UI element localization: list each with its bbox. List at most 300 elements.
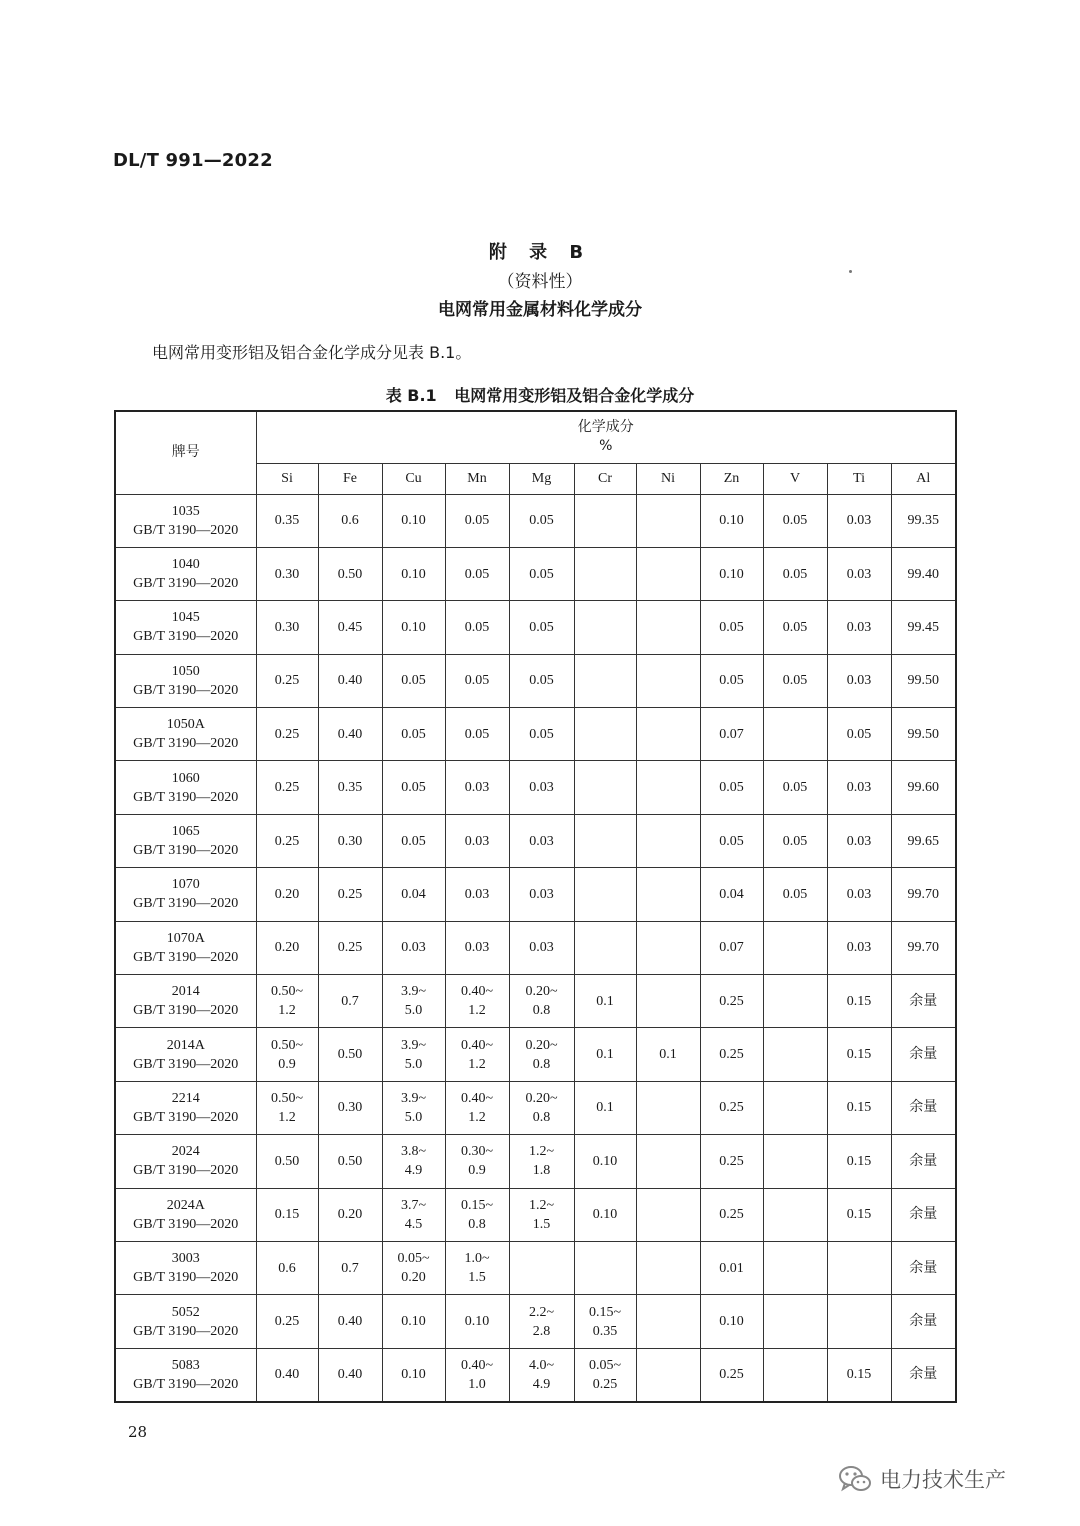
value-cell-ni	[636, 1028, 700, 1081]
table-row	[115, 761, 956, 814]
value-cell-si	[256, 1135, 318, 1188]
value-cell-cr	[574, 1188, 636, 1241]
value-line: 1.2~	[528, 1197, 555, 1213]
value-cell-ti	[827, 1295, 891, 1348]
value-line: 0.15	[846, 993, 872, 1009]
value-line: 0.40~	[460, 1037, 494, 1053]
grade-designation: 2214	[171, 1090, 200, 1106]
value-line: 99.50	[907, 673, 940, 689]
value-line: 余量	[909, 1206, 938, 1223]
value-line: 0.05	[782, 619, 808, 635]
value-cell-ni	[636, 868, 700, 921]
value-line: 1.2	[468, 1056, 486, 1072]
value-cell-cr	[574, 1135, 636, 1188]
element-header-ni: Ni	[636, 463, 700, 494]
value-cell-zn	[700, 494, 763, 547]
table-body	[115, 494, 956, 1402]
value-line: 0.25	[719, 1047, 744, 1063]
appendix-subject: 电网常用金属材料化学成分	[438, 300, 642, 320]
value-cell-mg	[509, 1188, 574, 1241]
element-header-mn: Mn	[445, 463, 509, 494]
value-line: 1.0	[468, 1376, 486, 1392]
table-caption	[0, 383, 1080, 406]
value-line: 0.05	[529, 566, 554, 582]
value-line: 0.15~	[460, 1197, 494, 1213]
wechat-icon	[838, 1464, 872, 1494]
value-line: 0.15	[846, 1153, 872, 1169]
value-line: 0.25	[719, 1153, 744, 1169]
value-line: 0.15	[846, 1100, 872, 1116]
value-line: 0.03	[846, 940, 872, 956]
value-line: 0.05	[464, 673, 490, 689]
value-line: 0.25	[719, 1367, 744, 1383]
value-line: 0.05	[846, 726, 872, 742]
grade-designation: 2024A	[166, 1197, 205, 1213]
value-cell-cu	[382, 494, 445, 547]
value-line: 0.05	[401, 726, 426, 742]
value-cell-zn	[700, 975, 763, 1028]
grade-cell	[115, 1241, 256, 1294]
value-cell-mn	[445, 761, 509, 814]
value-line: 0.05	[464, 513, 490, 529]
value-line: 0.50	[274, 1153, 300, 1169]
value-cell-ni	[636, 1135, 700, 1188]
value-cell-cu	[382, 1188, 445, 1241]
value-line: 1.0~	[464, 1251, 490, 1267]
value-line: 3.7~	[400, 1197, 427, 1213]
table-row	[115, 1188, 956, 1241]
value-cell-fe	[318, 814, 382, 867]
value-cell-si	[256, 654, 318, 707]
value-line: 0.25	[274, 673, 300, 689]
value-line: 0.20	[401, 1270, 426, 1286]
grade-designation: 1070	[171, 877, 200, 893]
element-header-si: Si	[256, 463, 318, 494]
value-line: 0.7	[341, 993, 359, 1009]
value-line: 0.6	[278, 1260, 296, 1276]
grade-cell	[115, 1188, 256, 1241]
grade-designation: 2014	[171, 984, 200, 1000]
value-cell-si	[256, 1348, 318, 1401]
value-line: 0.8	[532, 1109, 551, 1125]
value-cell-si	[256, 761, 318, 814]
value-cell-cu	[382, 708, 445, 761]
value-line: 0.04	[401, 886, 426, 902]
value-line: 余量	[909, 1313, 938, 1330]
value-cell-al	[891, 1188, 956, 1241]
value-line: 0.04	[719, 886, 744, 902]
value-line: 0.15	[846, 1207, 872, 1223]
value-line: 0.50~	[270, 1090, 304, 1106]
value-cell-si	[256, 1188, 318, 1241]
table-row	[115, 868, 956, 921]
grade-designation: 1065	[171, 824, 200, 840]
value-cell-mg	[509, 654, 574, 707]
grade-cell	[115, 921, 256, 974]
value-line: 0.05	[401, 673, 426, 689]
grade-designation: 1045	[171, 610, 200, 626]
value-cell-zn	[700, 921, 763, 974]
table-row	[115, 1241, 956, 1294]
value-line: 0.10	[401, 1314, 426, 1330]
grade-standard: GB/T 3190—2020	[133, 682, 239, 698]
value-cell-al	[891, 601, 956, 654]
value-cell-v	[763, 708, 827, 761]
grade-standard: GB/T 3190—2020	[133, 576, 239, 592]
value-line: 0.03	[529, 833, 554, 849]
value-line: 0.9	[278, 1056, 296, 1072]
value-line: 0.05	[719, 673, 744, 689]
table-row	[115, 547, 956, 600]
value-cell-ti	[827, 1135, 891, 1188]
value-cell-si	[256, 1295, 318, 1348]
value-cell-ni	[636, 494, 700, 547]
value-cell-si	[256, 1241, 318, 1294]
value-line: 0.05~	[397, 1251, 430, 1267]
value-cell-ti	[827, 494, 891, 547]
grade-standard: GB/T 3190—2020	[133, 1323, 239, 1339]
value-line: 0.05	[782, 513, 808, 529]
table-row	[115, 1081, 956, 1134]
value-cell-fe	[318, 975, 382, 1028]
table-row	[115, 921, 956, 974]
value-cell-v	[763, 1081, 827, 1134]
value-line: 1.2	[278, 1109, 296, 1125]
value-line: 99.45	[907, 619, 940, 635]
grade-cell	[115, 708, 256, 761]
grade-column-header: 牌号	[115, 411, 256, 494]
value-cell-fe	[318, 1241, 382, 1294]
grade-standard: GB/T 3190—2020	[133, 1216, 239, 1232]
grade-standard: GB/T 3190—2020	[133, 789, 239, 805]
grade-cell	[115, 975, 256, 1028]
value-cell-ni	[636, 761, 700, 814]
grade-standard: GB/T 3190—2020	[133, 1056, 239, 1072]
value-line: 0.30~	[460, 1144, 494, 1160]
value-cell-v	[763, 1028, 827, 1081]
value-cell-v	[763, 547, 827, 600]
grade-cell	[115, 547, 256, 600]
value-cell-mg	[509, 1241, 574, 1294]
value-cell-ti	[827, 654, 891, 707]
value-line: 0.50	[337, 1047, 363, 1063]
grade-designation: 5083	[171, 1357, 200, 1373]
grade-cell	[115, 1135, 256, 1188]
value-line: 1.2	[278, 1003, 296, 1019]
value-line: 0.03	[846, 886, 872, 902]
value-cell-al	[891, 814, 956, 867]
value-cell-ti	[827, 1188, 891, 1241]
element-header-al: Al	[891, 463, 956, 494]
value-cell-fe	[318, 1348, 382, 1401]
value-cell-v	[763, 1295, 827, 1348]
value-cell-cr	[574, 601, 636, 654]
value-line: 0.05	[464, 619, 490, 635]
value-line: 0.05	[529, 673, 554, 689]
value-cell-cu	[382, 547, 445, 600]
value-line: 4.0~	[528, 1357, 555, 1373]
value-cell-ni	[636, 921, 700, 974]
value-cell-si	[256, 921, 318, 974]
value-cell-ti	[827, 921, 891, 974]
value-cell-al	[891, 1081, 956, 1134]
value-cell-ti	[827, 708, 891, 761]
value-line: 0.25	[719, 1100, 744, 1116]
value-line: 1.2~	[528, 1144, 555, 1160]
table-row	[115, 1135, 956, 1188]
value-cell-si	[256, 494, 318, 547]
value-line: 余量	[909, 1046, 938, 1063]
value-cell-mn	[445, 975, 509, 1028]
value-line: 0.03	[846, 619, 872, 635]
value-cell-ti	[827, 814, 891, 867]
value-line: 0.03	[464, 940, 490, 956]
value-cell-cu	[382, 1135, 445, 1188]
value-line: 1.8	[532, 1163, 551, 1179]
value-line: 0.40	[274, 1367, 300, 1383]
value-cell-cu	[382, 814, 445, 867]
value-cell-cr	[574, 814, 636, 867]
value-cell-ni	[636, 1081, 700, 1134]
value-cell-cu	[382, 921, 445, 974]
value-line: 0.01	[719, 1260, 744, 1276]
value-cell-zn	[700, 1188, 763, 1241]
value-cell-ti	[827, 1241, 891, 1294]
value-cell-ti	[827, 761, 891, 814]
table-caption-number: 表 B.1	[385, 386, 437, 405]
value-cell-cr	[574, 708, 636, 761]
value-cell-zn	[700, 1135, 763, 1188]
value-cell-cu	[382, 1295, 445, 1348]
value-line: 0.03	[846, 780, 872, 796]
value-line: 0.9	[468, 1163, 486, 1179]
value-line: 1.5	[468, 1270, 486, 1286]
grade-cell	[115, 601, 256, 654]
value-line: 0.05	[782, 886, 808, 902]
grade-designation: 3003	[171, 1251, 200, 1267]
value-line: 0.20~	[525, 1090, 558, 1106]
value-line: 0.35	[337, 780, 363, 796]
value-line: 1.2	[468, 1109, 486, 1125]
value-line: 余量	[909, 1366, 938, 1383]
value-line: 1.5	[532, 1216, 551, 1232]
value-line: 1.2	[468, 1003, 486, 1019]
value-line: 0.07	[719, 726, 744, 742]
value-line: 0.25	[719, 993, 744, 1009]
value-cell-ni	[636, 708, 700, 761]
value-cell-ni	[636, 814, 700, 867]
value-cell-fe	[318, 1295, 382, 1348]
value-line: 0.15	[274, 1207, 300, 1223]
value-line: 0.30	[274, 619, 300, 635]
value-cell-v	[763, 654, 827, 707]
value-line: 0.8	[532, 1003, 551, 1019]
value-cell-cr	[574, 1295, 636, 1348]
value-line: 0.40	[337, 1314, 363, 1330]
value-line: 0.05	[401, 833, 426, 849]
table-row	[115, 1028, 956, 1081]
value-line: 0.30	[274, 566, 300, 582]
value-line: 4.9	[532, 1376, 551, 1392]
grade-cell	[115, 654, 256, 707]
value-cell-al	[891, 1028, 956, 1081]
value-cell-fe	[318, 1081, 382, 1134]
grade-cell	[115, 761, 256, 814]
watermark-text: 电力技术生产	[880, 1468, 1006, 1492]
value-cell-ni	[636, 1348, 700, 1401]
value-line: 0.05	[782, 780, 808, 796]
value-line: 2.2~	[528, 1304, 555, 1320]
value-line: 0.25	[337, 940, 363, 956]
element-header-mg: Mg	[509, 463, 574, 494]
value-cell-mn	[445, 1188, 509, 1241]
value-line: 0.03	[529, 886, 554, 902]
value-line: 0.05	[782, 566, 808, 582]
grade-designation: 1060	[171, 770, 200, 786]
value-cell-mg	[509, 1135, 574, 1188]
table-row	[115, 601, 956, 654]
value-cell-ti	[827, 1081, 891, 1134]
appendix-title: 附 录 B	[488, 242, 592, 263]
value-cell-v	[763, 494, 827, 547]
table-row	[115, 708, 956, 761]
grade-cell	[115, 1295, 256, 1348]
value-line: 0.03	[846, 673, 872, 689]
value-cell-mn	[445, 601, 509, 654]
value-cell-cu	[382, 868, 445, 921]
value-cell-cu	[382, 975, 445, 1028]
value-cell-ni	[636, 1188, 700, 1241]
value-line: 0.25	[337, 886, 363, 902]
value-cell-cu	[382, 761, 445, 814]
value-line: 0.25	[274, 833, 300, 849]
grade-designation: 2014A	[166, 1037, 205, 1053]
value-line: 0.40~	[460, 1090, 494, 1106]
value-line: 0.8	[468, 1216, 486, 1232]
value-cell-al	[891, 547, 956, 600]
grade-standard: GB/T 3190—2020	[133, 843, 239, 859]
value-line: 5.0	[404, 1109, 423, 1125]
value-cell-mg	[509, 921, 574, 974]
value-cell-ti	[827, 601, 891, 654]
value-line: 0.20~	[525, 1037, 558, 1053]
value-cell-mn	[445, 494, 509, 547]
value-line: 0.05	[464, 566, 490, 582]
value-cell-cu	[382, 1028, 445, 1081]
value-line: 0.10	[719, 1314, 744, 1330]
grade-standard: GB/T 3190—2020	[133, 896, 239, 912]
value-line: 0.15~	[588, 1304, 622, 1320]
value-cell-v	[763, 814, 827, 867]
value-line: 99.65	[907, 833, 940, 849]
composition-table	[114, 410, 957, 1403]
value-cell-mn	[445, 708, 509, 761]
value-cell-fe	[318, 1188, 382, 1241]
value-line: 0.05	[719, 833, 744, 849]
value-cell-mn	[445, 814, 509, 867]
table-row	[115, 975, 956, 1028]
value-line: 0.15	[846, 1047, 872, 1063]
table-caption-title: 电网常用变形铝及铝合金化学成分	[454, 386, 695, 405]
value-line: 0.6	[341, 513, 359, 529]
value-cell-v	[763, 1241, 827, 1294]
value-line: 0.10	[592, 1207, 618, 1223]
value-cell-fe	[318, 547, 382, 600]
grade-standard: GB/T 3190—2020	[133, 629, 239, 645]
grade-standard: GB/T 3190—2020	[133, 1163, 239, 1179]
value-line: 5.0	[404, 1056, 423, 1072]
value-line: 0.20~	[525, 984, 558, 1000]
value-line: 0.03	[464, 780, 490, 796]
value-cell-v	[763, 601, 827, 654]
value-cell-mn	[445, 547, 509, 600]
value-cell-fe	[318, 494, 382, 547]
value-line: 0.30	[337, 833, 363, 849]
composition-header	[256, 411, 956, 463]
value-cell-cu	[382, 1348, 445, 1401]
value-line: 0.10	[401, 619, 426, 635]
element-header-zn: Zn	[700, 463, 763, 494]
value-cell-cr	[574, 1241, 636, 1294]
value-line: 0.20	[274, 886, 300, 902]
scan-speck	[849, 270, 852, 273]
value-line: 0.05	[782, 833, 808, 849]
value-line: 0.03	[529, 780, 554, 796]
value-cell-zn	[700, 547, 763, 600]
table-row	[115, 494, 956, 547]
element-header-ti: Ti	[827, 463, 891, 494]
value-cell-al	[891, 868, 956, 921]
value-cell-ti	[827, 1348, 891, 1401]
value-line: 0.10	[401, 513, 426, 529]
value-cell-si	[256, 1081, 318, 1134]
grade-designation: 5052	[171, 1304, 200, 1320]
value-cell-al	[891, 708, 956, 761]
value-cell-cr	[574, 494, 636, 547]
value-line: 0.45	[337, 619, 363, 635]
value-cell-mg	[509, 1348, 574, 1401]
value-line: 0.25	[274, 1314, 300, 1330]
value-cell-al	[891, 1135, 956, 1188]
value-line: 0.50~	[270, 984, 304, 1000]
value-line: 3.9~	[400, 984, 427, 1000]
value-line: 0.50	[337, 1153, 363, 1169]
value-cell-zn	[700, 654, 763, 707]
value-cell-cr	[574, 1028, 636, 1081]
value-line: 0.07	[719, 940, 744, 956]
grade-standard: GB/T 3190—2020	[133, 1003, 239, 1019]
table-row	[115, 814, 956, 867]
value-line: 0.03	[464, 833, 490, 849]
value-line: 0.30	[337, 1100, 363, 1116]
grade-standard: GB/T 3190—2020	[133, 736, 239, 752]
value-cell-mg	[509, 814, 574, 867]
value-cell-al	[891, 1295, 956, 1348]
value-line: 0.50	[337, 566, 363, 582]
document-code: DL/T 991—2022	[113, 150, 273, 171]
composition-label: 化学成分	[577, 419, 634, 436]
composition-unit: %	[599, 438, 613, 455]
value-cell-cu	[382, 654, 445, 707]
value-cell-ni	[636, 547, 700, 600]
value-cell-fe	[318, 1135, 382, 1188]
grade-cell	[115, 814, 256, 867]
value-cell-cr	[574, 921, 636, 974]
value-line: 0.03	[464, 886, 490, 902]
value-line: 0.25	[719, 1207, 744, 1223]
value-cell-fe	[318, 601, 382, 654]
table-row	[115, 1295, 956, 1348]
